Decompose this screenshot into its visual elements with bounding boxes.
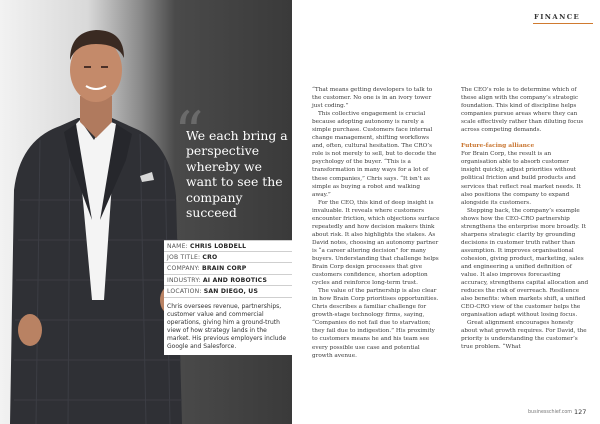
profile-label: LOCATION: — [167, 288, 202, 295]
profile-bio: Chris oversees revenue, partnerships, customer value and commercial operations, giving him a ground-truth view of how strategy lands in the market. His previous employers include Google and Salesforce. — [167, 302, 287, 350]
footer-url: businesschief.com — [528, 410, 572, 415]
pull-quote: We each bring a perspective whereby we want to see the company succeed — [186, 128, 288, 221]
paragraph: “That means getting developers to talk to the customer. No one is in an ivory tower just coding.” — [312, 87, 433, 110]
page-number: 127 — [574, 408, 587, 416]
profile-row-job-title — [164, 252, 292, 264]
person-photo — [0, 0, 200, 424]
quote-mark: “ — [174, 99, 204, 167]
profile-box — [164, 240, 292, 355]
photo-panel — [0, 0, 292, 424]
profile-value: CRO — [202, 253, 218, 261]
paragraph: For the CEO, this kind of deep insight is invaluable. It reveals where customers encounter friction, which objections surface repeatedly and how decision makers think about risk. It also highlights the stakes. As David notes, choosing an autonomy partner is “a career altering decision” for many buyers. Understanding that challenge helps Brain Corp design processes that give customers confidence, shorten adoption cycles and reinforce long-term trust. — [312, 199, 440, 287]
profile-row-industry — [164, 275, 292, 287]
profile-row-location — [164, 286, 292, 298]
article-column-1 — [312, 86, 440, 360]
profile-label: JOB TITLE: — [167, 253, 201, 261]
section-label: FINANCE — [534, 13, 581, 21]
paragraph: The CEO’s role is to determine which of these align with the company’s strategic foundation. This kind of discipline helps companies pursue areas where they can scale effectively rather than diluting focus across competing demands. — [461, 87, 584, 134]
article-column-2 — [461, 86, 589, 352]
paragraph: For Brain Corp, the result is an organisation able to absorb customer insight quickly, adjust priorities without political friction and build products and services that reflect real market needs. It also positions the company to expand alongside its customers. — [461, 151, 581, 206]
profile-value: BRAIN CORP — [202, 265, 247, 272]
profile-value: SAN DIEGO, US — [203, 288, 259, 295]
section-rule — [533, 23, 593, 24]
paragraph: Stepping back, the company’s example shows how the CEO-CRO partnership strengthens the enterprise more broadly. It sharpens strategic clarity by grounding decisions in customer truth rather than assumption. It improves organisational cohesion, giving product, marketing, sales and engineering a unified definition of value. It also improves forecasting accuracy, strengthens capital allocation and reduces the risk of overreach. Resilience also benefits: when markets shift, a unified CEO-CRO view of the customer helps the organisation adapt without losing focus. — [461, 207, 589, 319]
paragraph: Great alignment encourages honesty about what growth requires. For David, the priority is understanding the customer’s true problem. “What — [461, 320, 587, 351]
profile-value: CHRIS LOBDELL — [190, 243, 247, 250]
paragraph: This collective engagement is crucial because adopting autonomy is rarely a simple purchase. Customers face internal change management, shifting workflows and, often, cultural hesitation. The CRO’s role is not merely to sell, but to decode the psychology of the buyer. “This is a transformation in many ways for a lot of these companies,” Chris says. “It isn’t as simple as buying a robot and walking away.” — [312, 111, 437, 198]
profile-label: NAME: — [167, 243, 188, 250]
profile-label: INDUSTRY: — [167, 276, 201, 284]
paragraph: The value of the partnership is also clear in how Brain Corp prioritises opportunities. Chris describes a familiar challenge for growth-stage technology firms, saying, “Companies do not fail due to starvation; they fail due to indigestion.” His proximity to customers means he and his team see every possible use case and potential growth avenue. — [312, 288, 439, 359]
profile-row-company — [164, 263, 292, 275]
profile-label: COMPANY: — [167, 265, 200, 272]
profile-row-name — [164, 240, 292, 252]
profile-value: AI AND ROBOTICS — [202, 276, 268, 284]
subheading: Future-facing alliance — [461, 142, 535, 150]
